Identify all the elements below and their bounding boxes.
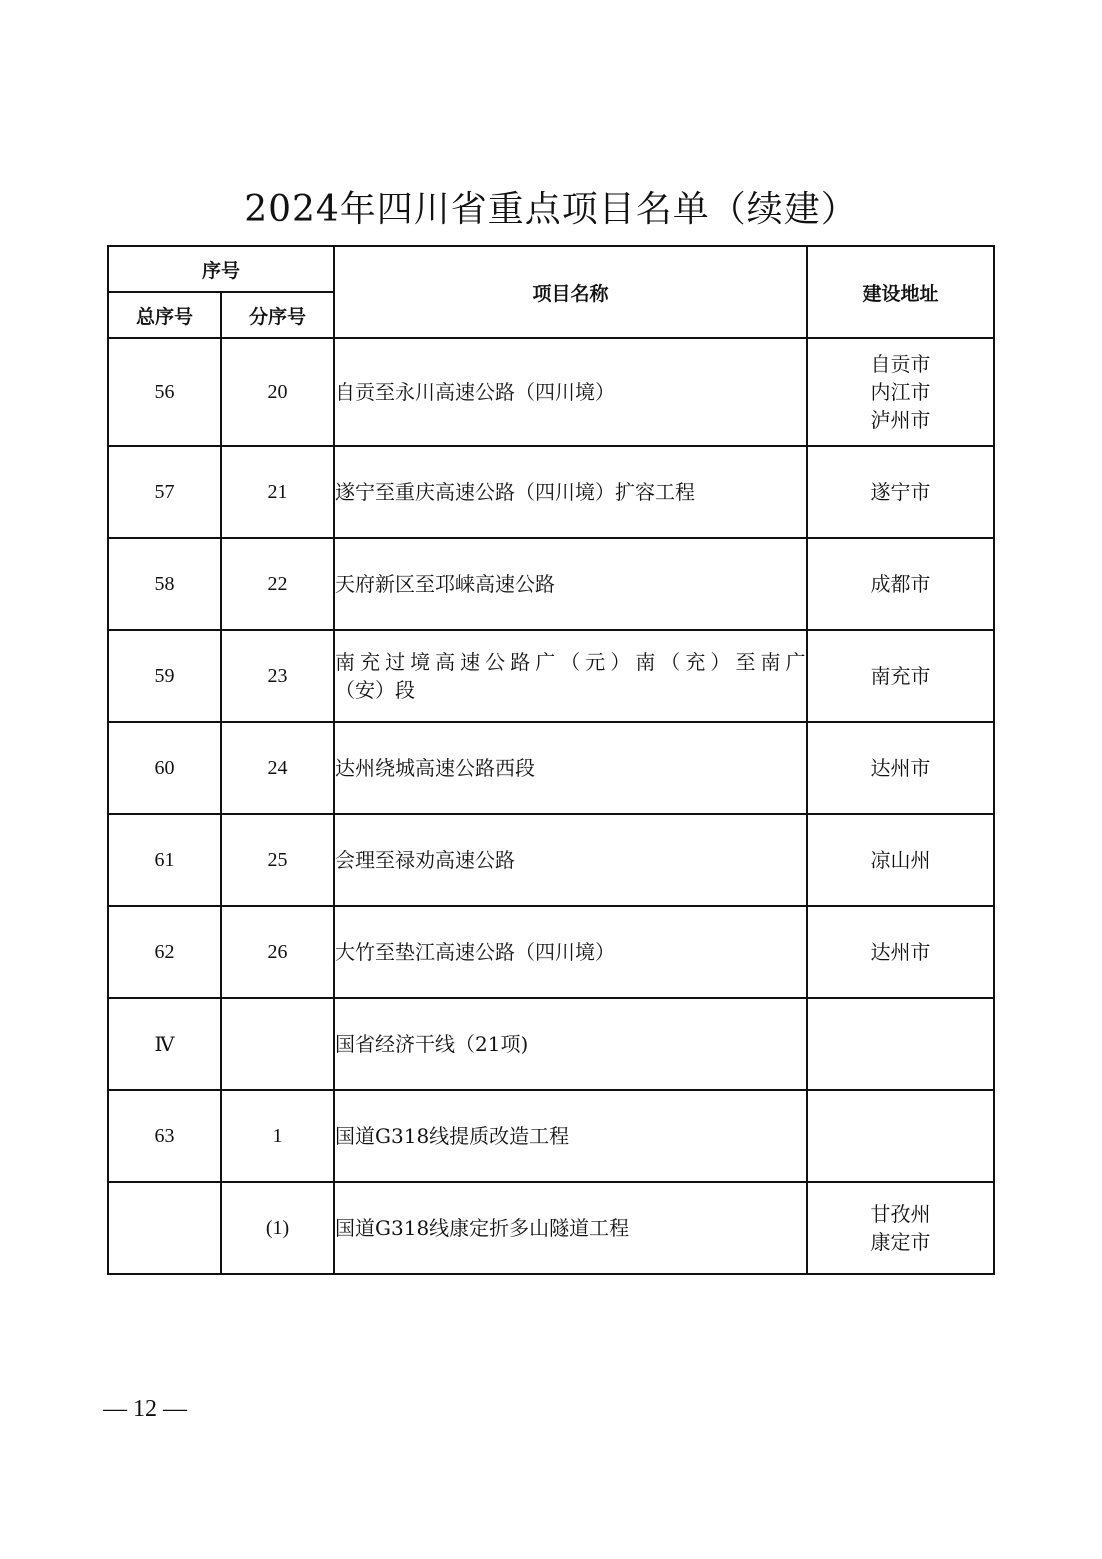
table-row: [108, 998, 994, 1090]
header-location: 建设地址: [807, 246, 994, 338]
sub-seq-cell: 22: [221, 538, 334, 630]
total-seq-cell: 62: [108, 906, 221, 998]
project-name-cell: 大竹至垫江高速公路（四川境）: [334, 906, 807, 998]
sub-seq-cell: 23: [221, 630, 334, 722]
project-name-cell: 天府新区至邛崃高速公路: [334, 538, 807, 630]
location-cell: [807, 814, 994, 906]
location-cell: [807, 1182, 994, 1274]
project-name-cell: 遂宁至重庆高速公路（四川境）扩容工程: [334, 446, 807, 538]
location-line: 泸州市: [870, 408, 931, 432]
total-seq-cell: Ⅳ: [108, 998, 221, 1090]
project-table: [107, 245, 995, 1275]
location-cell: [807, 446, 994, 538]
location-line: 自贡市: [870, 352, 931, 376]
project-name-cell: 国道G318线提质改造工程: [334, 1090, 807, 1182]
table-row: [108, 906, 994, 998]
table-row: [108, 1182, 994, 1274]
project-name-cell: 国道G318线康定折多山隧道工程: [334, 1182, 807, 1274]
table-row: [108, 538, 994, 630]
total-seq-cell: 60: [108, 722, 221, 814]
sub-seq-cell: 21: [221, 446, 334, 538]
project-name-cell: [334, 630, 807, 722]
location-line: 遂宁市: [870, 480, 931, 504]
location-line: 凉山州: [870, 848, 931, 872]
sub-seq-cell: 26: [221, 906, 334, 998]
project-name-cell: 自贡至永川高速公路（四川境）: [334, 338, 807, 446]
location-line: 康定市: [870, 1230, 931, 1254]
project-name-line: 南充过境高速公路广（元）南（充）至南广: [335, 650, 807, 674]
sub-seq-cell: [221, 998, 334, 1090]
location-cell: [807, 538, 994, 630]
location-cell: [807, 906, 994, 998]
location-line: 成都市: [870, 572, 931, 596]
location-line: 达州市: [870, 940, 931, 964]
project-name-cell: 国省经济干线（21项): [334, 998, 807, 1090]
sub-seq-cell: 20: [221, 338, 334, 446]
location-line: 内江市: [870, 380, 931, 404]
sub-seq-cell: 24: [221, 722, 334, 814]
table-row: [108, 338, 994, 446]
project-name-cell: 会理至禄劝高速公路: [334, 814, 807, 906]
total-seq-cell: 63: [108, 1090, 221, 1182]
total-seq-cell: 61: [108, 814, 221, 906]
location-cell: [807, 998, 994, 1090]
page-number: — 12 —: [103, 1396, 187, 1422]
location-line: 南充市: [870, 664, 931, 688]
total-seq-cell: 58: [108, 538, 221, 630]
header-total-seq: 总序号: [108, 292, 221, 338]
header-sub-seq: 分序号: [221, 292, 334, 338]
header-seq-group: 序号: [108, 246, 334, 292]
location-line: 甘孜州: [870, 1202, 931, 1226]
table-row: [108, 722, 994, 814]
total-seq-cell: 59: [108, 630, 221, 722]
project-name-cell: 达州绕城高速公路西段: [334, 722, 807, 814]
table-row: [108, 814, 994, 906]
table-row: [108, 630, 994, 722]
location-cell: [807, 1090, 994, 1182]
header-project-name: 项目名称: [334, 246, 807, 338]
document-title: 2024年四川省重点项目名单（续建）: [244, 189, 858, 230]
location-line: 达州市: [870, 756, 931, 780]
total-seq-cell: 57: [108, 446, 221, 538]
location-cell: [807, 722, 994, 814]
sub-seq-cell: (1): [221, 1182, 334, 1274]
location-cell: [807, 630, 994, 722]
sub-seq-cell: 1: [221, 1090, 334, 1182]
project-name-line: （安）段: [335, 678, 416, 702]
table-row: [108, 1090, 994, 1182]
header-row: [108, 246, 994, 292]
sub-seq-cell: 25: [221, 814, 334, 906]
location-cell: [807, 338, 994, 446]
table-row: [108, 446, 994, 538]
total-seq-cell: [108, 1182, 221, 1274]
total-seq-cell: 56: [108, 338, 221, 446]
